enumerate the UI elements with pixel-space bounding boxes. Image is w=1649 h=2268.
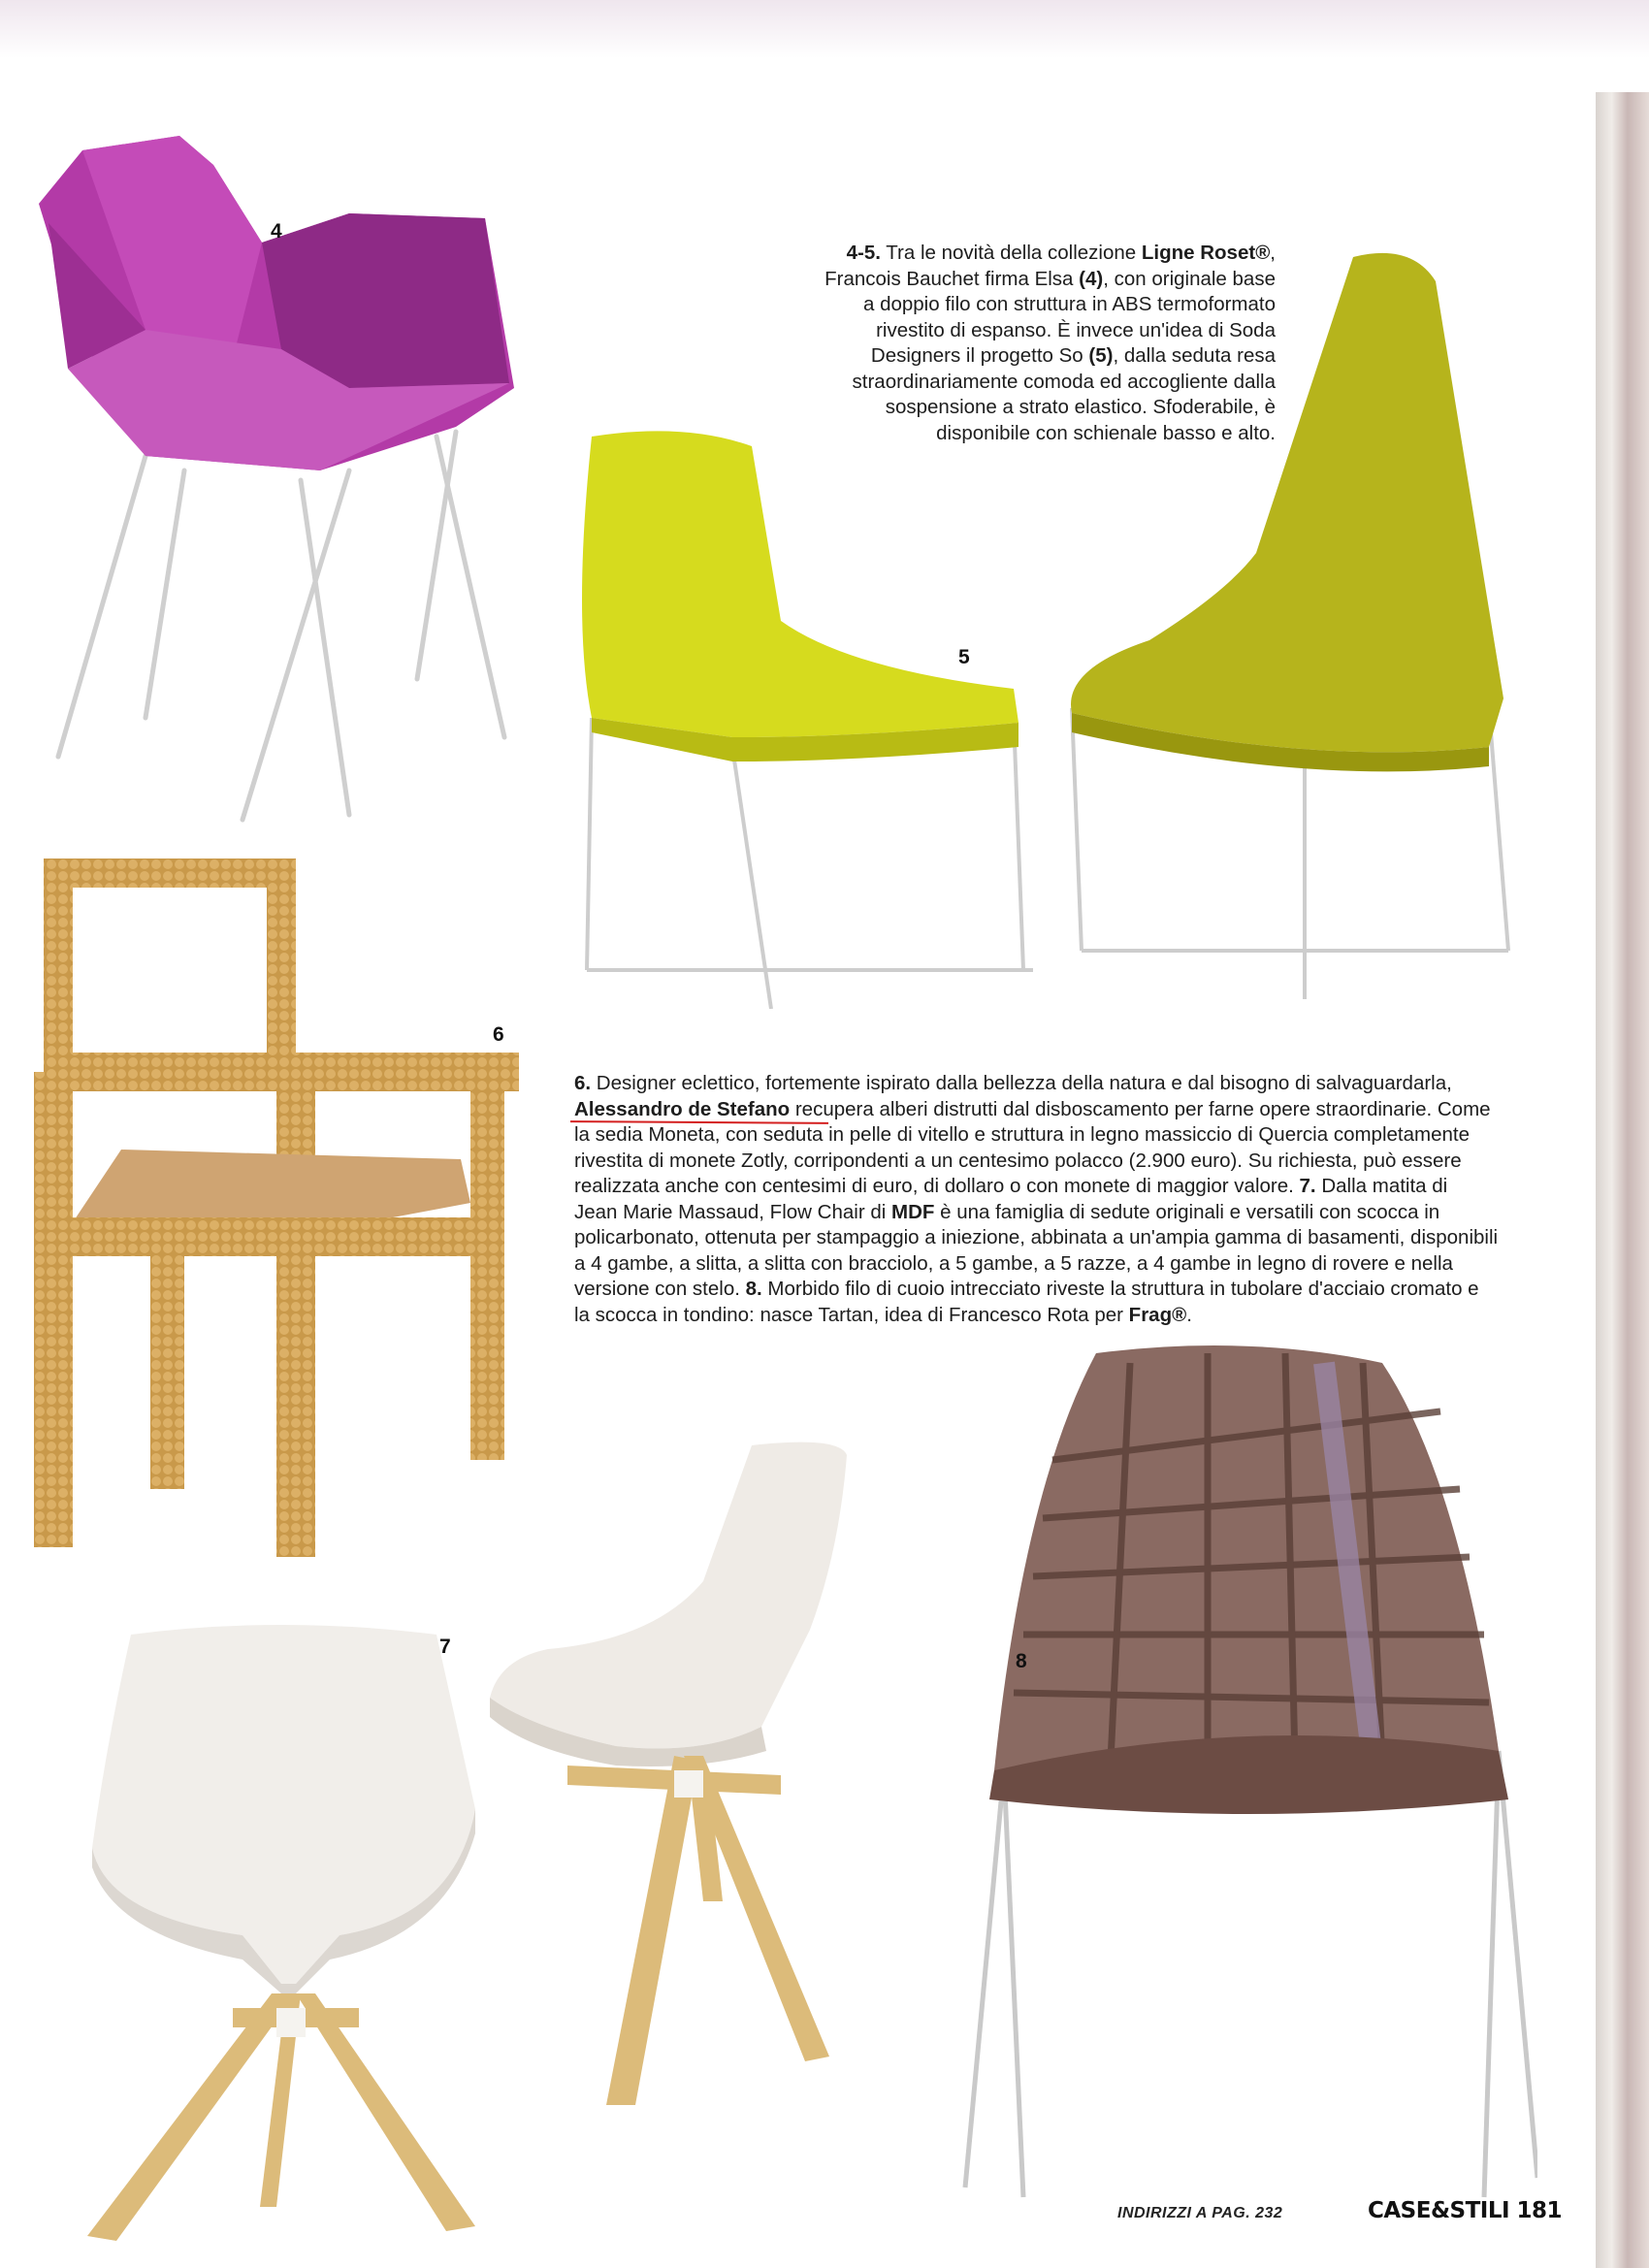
magazine-folio: CASE&STILI 181 <box>1368 2198 1563 2223</box>
binding-edge <box>1596 92 1649 2268</box>
caption-line: rivestito di espanso. È invece un'idea di Soda <box>876 318 1276 341</box>
chair-5-photo <box>567 427 1033 1009</box>
faint-background-script <box>698 204 727 308</box>
chair-8-photo <box>955 1344 1537 2217</box>
caption-line: versione con stelo. 8. Morbido filo di cuoio intrecciato riveste la struttura in tubolare d'acciaio cromato e <box>574 1278 1479 1300</box>
caption-line: Designers il progetto So (5), dalla seduta resa <box>870 344 1276 367</box>
caption-line: straordinariamente comoda ed accogliente dalla <box>852 370 1276 393</box>
page-top-edge <box>0 0 1649 58</box>
label-6: 6 <box>493 1023 504 1046</box>
caption-line: policarbonato, ottenuta per stampaggio a iniezione, abbinata a un'ampia gamma di basamenti, disponibili <box>574 1226 1499 1248</box>
caption-line: la sedia Moneta, con seduta in pelle di vitello e struttura in legno massiccio di Quercia completamente <box>574 1123 1470 1146</box>
label-7: 7 <box>439 1636 451 1658</box>
caption-line: rivestita di monete Zotly, corripondenti a un centesimo polacco (2.900 euro). Su richiesta, può essere <box>574 1149 1462 1172</box>
caption-line: realizzata anche con centesimi di euro, di dollaro o con monete di maggior valore. 7. Dalla matita di <box>574 1175 1448 1197</box>
chair-4-photo <box>29 136 572 854</box>
caption-line: la scocca in tondino: nasce Tartan, idea di Francesco Rota per Frag®. <box>574 1303 1192 1326</box>
caption-line: 6. Designer eclettico, fortemente ispirato dalla bellezza della natura e dal bisogno di salvaguardarla, <box>574 1072 1452 1094</box>
label-4: 4 <box>271 220 282 243</box>
caption-line: Jean Marie Massaud, Flow Chair di MDF è una famiglia di sedute originali e versatili con scocca in <box>574 1200 1440 1223</box>
caption-line: a 4 gambe, a slitta, a slitta con bracciolo, a 5 gambe, a 5 razze, a 4 gambe in legno di rovere e nella <box>574 1251 1453 1275</box>
caption-line: sospensione a strato elastico. Sfoderabile, è <box>885 396 1276 418</box>
caption-line: a doppio filo con struttura in ABS termoformato <box>862 293 1276 315</box>
caption-line: disponibile con schienale basso e alto. <box>936 421 1276 444</box>
chair-6-photo <box>34 859 519 1562</box>
label-8: 8 <box>1016 1650 1027 1672</box>
caption-line: Alessandro de Stefano recupera alberi distrutti dal disboscamento per farne opere straordinarie. Come <box>574 1097 1491 1120</box>
chair-7-photo <box>87 1625 495 2246</box>
caption-line: Francois Bauchet firma Elsa (4), con originale base <box>824 267 1276 290</box>
caption-line: 4-5. Tra le novità della collezione Ligne Roset®, <box>846 242 1276 264</box>
label-5: 5 <box>958 646 970 668</box>
chair-7-side-photo <box>490 1436 858 2115</box>
address-reference: INDIRIZZI A PAG. 232 <box>1117 2205 1283 2221</box>
caption-4-5 <box>795 241 1276 446</box>
caption-6-7-8 <box>574 1071 1544 1328</box>
